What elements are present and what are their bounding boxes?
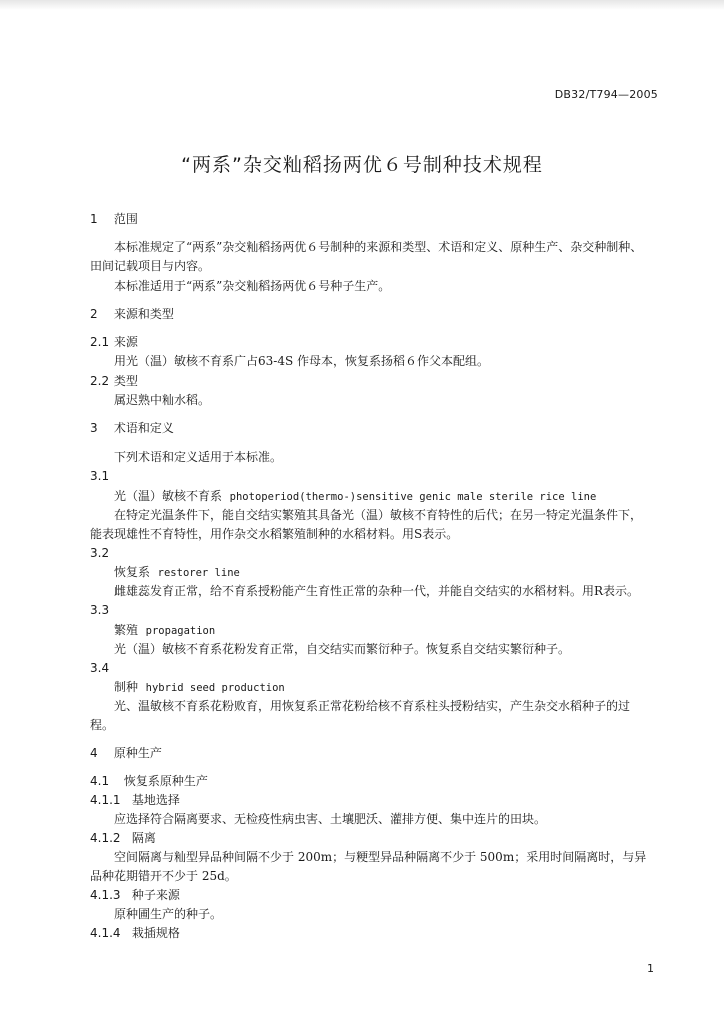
term-chinese: 制种: [114, 680, 139, 694]
section-number: 4.1.3: [90, 888, 121, 902]
paragraph: 本标准规定了“两系”杂交籼稻扬两优６号制种的来源和类型、术语和定义、原种生产、杂交种制种、: [114, 240, 643, 254]
section-number: 2.2: [90, 374, 110, 388]
term-english: propagation: [145, 625, 216, 637]
paragraph: 下列术语和定义适用于本标准。: [114, 450, 283, 464]
paragraph: 原种圃生产的种子。: [114, 907, 223, 921]
section-number: 2.1: [90, 335, 110, 349]
term-chinese: 繁殖: [114, 623, 139, 637]
section-title: 恢复系原种生产: [123, 774, 208, 788]
page-number: 1: [647, 962, 654, 975]
paragraph: 程。: [90, 718, 115, 732]
term-entry: [114, 679, 285, 696]
section-number: 4.1.1: [90, 793, 121, 807]
section-2-2-heading: [90, 373, 138, 389]
section-4-1-1-heading: [90, 792, 180, 808]
paragraph: 属迟熟中籼水稻。: [114, 393, 211, 407]
paragraph: 能表现雄性不育特性，用作杂交水稻繁殖制种的水稻材料。用S表示。: [90, 527, 459, 541]
paragraph: 田间记载项目与内容。: [90, 259, 211, 273]
term-chinese: 恢复系: [114, 565, 151, 579]
section-number: 3: [90, 421, 98, 435]
term-number: 3.3: [90, 603, 110, 617]
section-title: 栽插规格: [131, 926, 180, 940]
section-4-1-4-heading: [90, 925, 180, 941]
section-title: 术语和定义: [113, 421, 174, 435]
section-4-heading: [90, 745, 162, 761]
term-number: 3.4: [90, 661, 110, 675]
section-title: 来源和类型: [113, 307, 174, 321]
section-title: 范围: [113, 212, 138, 226]
section-title: 类型: [113, 374, 138, 388]
paragraph: 用光（温）敏核不育系广占63-4S 作母本，恢复系扬稻６作父本配组。: [114, 354, 489, 368]
section-4-1-heading: [90, 773, 208, 789]
section-number: 4: [90, 746, 98, 760]
term-chinese: 光（温）敏核不育系: [114, 489, 223, 503]
term-number: 3.1: [90, 469, 110, 483]
paragraph: 品种花期错开不少于 25d。: [90, 869, 237, 883]
section-2-heading: [90, 306, 174, 322]
header-rule: [0, 0, 724, 10]
section-number: 4.1.4: [90, 926, 121, 940]
section-title: 种子来源: [131, 888, 180, 902]
section-2-1-heading: [90, 334, 138, 350]
section-number: 4.1.2: [90, 831, 121, 845]
term-entry: [114, 564, 240, 581]
section-number: 1: [90, 212, 98, 226]
section-number: 4.1: [90, 774, 110, 788]
paragraph: 在特定光温条件下，能自交结实繁殖其具备光（温）敏核不育特性的后代；在另一特定光温条件下，: [114, 508, 643, 522]
document-title: “两系”杂交籼稻扬两优６号制种技术规程: [181, 154, 543, 176]
section-4-1-2-heading: [90, 830, 156, 846]
section-3-heading: [90, 420, 174, 436]
section-4-1-3-heading: [90, 887, 180, 903]
section-title: 来源: [113, 335, 138, 349]
section-title: 隔离: [131, 831, 156, 845]
section-title: 基地选择: [131, 793, 180, 807]
term-number: 3.2: [90, 546, 110, 560]
section-number: 2: [90, 307, 98, 321]
standard-code: DB32/T794—2005: [554, 88, 658, 101]
term-english: photoperiod(thermo-)sensitive genic male sterile rice line: [229, 491, 597, 503]
term-entry: [114, 622, 215, 639]
paragraph: 应选择符合隔离要求、无检疫性病虫害、土壤肥沃、灌排方便、集中连片的田块。: [114, 812, 547, 826]
term-english: hybrid seed production: [145, 682, 285, 694]
section-1-heading: [90, 211, 138, 227]
paragraph: 本标准适用于“两系”杂交籼稻扬两优６号种子生产。: [114, 279, 391, 293]
paragraph: 空间隔离与籼型异品种间隔不少于 200m；与粳型异品种隔离不少于 500m；采用时间隔离时，与异: [114, 850, 647, 864]
paragraph: 雌雄蕊发育正常，给不育系授粉能产生育性正常的杂种一代，并能自交结实的水稻材料。用R表示。: [114, 584, 640, 598]
term-entry: [114, 488, 596, 505]
term-english: restorer line: [157, 567, 240, 579]
paragraph: 光、温敏核不育系花粉败育，用恢复系正常花粉给核不育系柱头授粉结实，产生杂交水稻种子的过: [114, 699, 631, 713]
paragraph: 光（温）敏核不育系花粉发育正常，自交结实而繁衍种子。恢复系自交结实繁衍种子。: [114, 642, 571, 656]
section-title: 原种生产: [113, 746, 162, 760]
